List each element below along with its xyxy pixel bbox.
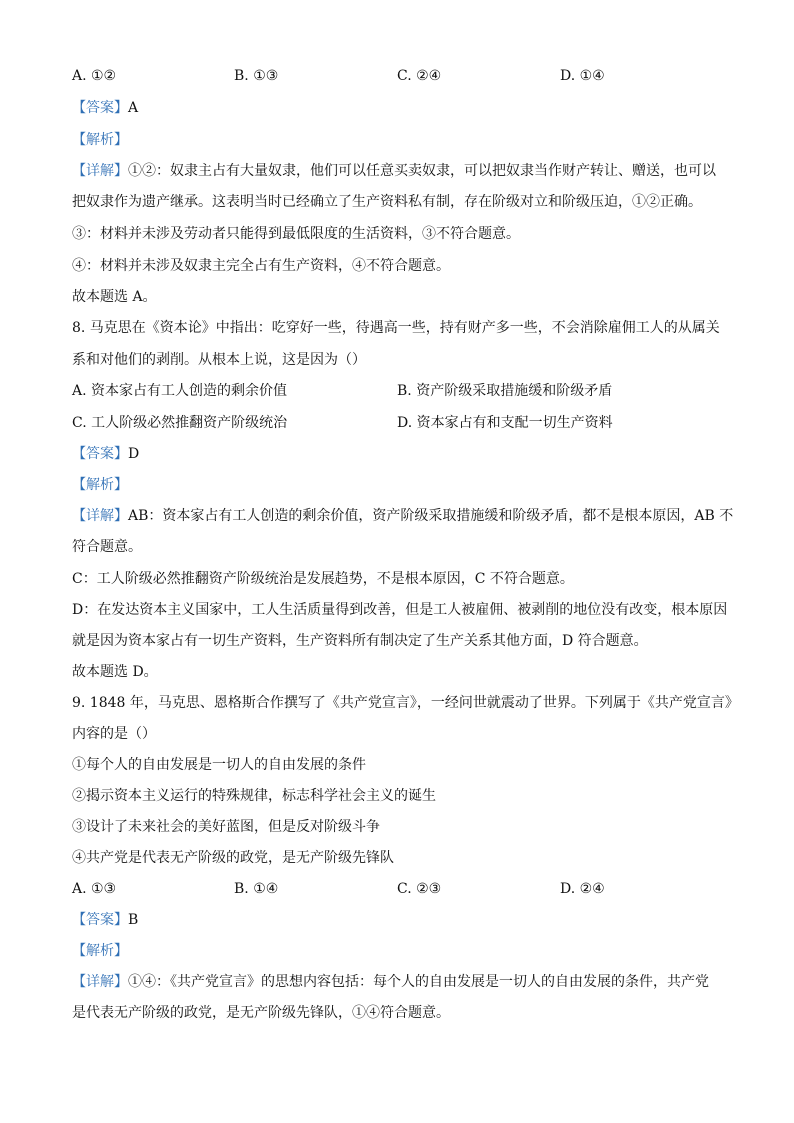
q9-stem-line: 内容的是（）	[72, 726, 156, 742]
q9-stem-line: 9. 1848 年，马克思、恩格斯合作撰写了《共产党宣言》，一经问世就震动了世界。下列属于《共产党宣言》	[72, 695, 739, 711]
q7-answer	[72, 98, 138, 118]
q8-detail-line: 符合题意。	[72, 539, 142, 555]
q9-analysis-tag: 【解析】	[72, 943, 128, 959]
answer-tag: 【答案】	[72, 912, 128, 928]
q8-detail-line: C：工人阶级必然推翻资产阶级统治是发展趋势，不是根本原因，C 不符合题意。	[72, 571, 574, 587]
q8-detail-line: 就是因为资本家占有一切生产资料，生产资料所有制决定了生产关系其他方面，D 符合题意。	[72, 633, 648, 649]
q8-stem-line: 8. 马克思在《资本论》中指出：吃穿好一些，待遇高一些，持有财产多一些，不会消除雇佣工人的从属关	[72, 320, 720, 336]
q9-statement-3: ③设计了未来社会的美好蓝图，但是反对阶级斗争	[72, 819, 380, 835]
q8-answer	[72, 444, 139, 464]
q7-option-d: D. ①④	[560, 68, 605, 84]
q9-detail-line	[72, 972, 709, 992]
q8-stem-line: 系和对他们的剥削。从根本上说，这是因为（）	[72, 352, 366, 368]
detail-tag: 【详解】	[72, 508, 128, 524]
q8-detail-line: D：在发达资本主义国家中，工人生活质量得到改善，但是工人被雇佣、被剥削的地位没有改变，根本原因	[72, 602, 728, 618]
detail-text: AB：资本家占有工人创造的剩余价值，资产阶级采取措施缓和阶级矛盾，都不是根本原因，AB 不	[128, 508, 734, 524]
q7-conclusion: 故本题选 A。	[72, 289, 157, 305]
q7-detail-line: ④：材料并未涉及奴隶主完全占有生产资料，④不符合题意。	[72, 258, 450, 274]
q8-option-b: B. 资产阶级采取措施缓和阶级矛盾	[397, 383, 613, 399]
q7-option-b: B. ①③	[234, 68, 279, 84]
q7-detail-line: ③：材料并未涉及劳动者只能得到最低限度的生活资料，③不符合题意。	[72, 226, 520, 242]
q8-detail-line	[72, 506, 733, 526]
q7-option-a: A. ①②	[72, 68, 117, 84]
q8-option-a: A. 资本家占有工人创造的剩余价值	[72, 383, 288, 399]
q8-analysis-tag: 【解析】	[72, 477, 128, 493]
q7-detail-line: 把奴隶作为遗产继承。这表明当时已经确立了生产资料私有制，存在阶级对立和阶级压迫，①②正确。	[72, 194, 702, 210]
q7-analysis-tag: 【解析】	[72, 132, 128, 148]
q9-statement-2: ②揭示资本主义运行的特殊规律，标志科学社会主义的诞生	[72, 788, 436, 804]
answer-value: B	[128, 912, 139, 928]
detail-text: ①④：《共产党宣言》的思想内容包括：每个人的自由发展是一切人的自由发展的条件，共产党	[128, 974, 709, 990]
detail-tag: 【详解】	[72, 163, 128, 179]
detail-tag: 【详解】	[72, 974, 128, 990]
q7-option-c: C. ②④	[397, 68, 442, 84]
q9-option-c: C. ②③	[397, 881, 442, 897]
q9-answer	[72, 910, 138, 930]
q9-statement-1: ①每个人的自由发展是一切人的自由发展的条件	[72, 757, 366, 773]
q9-option-d: D. ②④	[560, 881, 605, 897]
q9-detail-line: 是代表无产阶级的政党，是无产阶级先锋队，①④符合题意。	[72, 1005, 450, 1021]
answer-tag: 【答案】	[72, 100, 128, 116]
q8-option-c: C. 工人阶级必然推翻资产阶级统治	[72, 415, 288, 431]
q7-detail-line	[72, 161, 716, 181]
answer-tag: 【答案】	[72, 446, 128, 462]
detail-text: ①②：奴隶主占有大量奴隶，他们可以任意买卖奴隶，可以把奴隶当作财产转让、赠送，也可以	[128, 163, 716, 179]
q9-statement-4: ④共产党是代表无产阶级的政党，是无产阶级先锋队	[72, 850, 394, 866]
q9-option-b: B. ①④	[234, 881, 279, 897]
q8-option-d: D. 资本家占有和支配一切生产资料	[397, 415, 613, 431]
answer-value: A	[128, 100, 139, 116]
q8-conclusion: 故本题选 D。	[72, 664, 158, 680]
q9-option-a: A. ①③	[72, 881, 117, 897]
answer-value: D	[128, 446, 140, 462]
